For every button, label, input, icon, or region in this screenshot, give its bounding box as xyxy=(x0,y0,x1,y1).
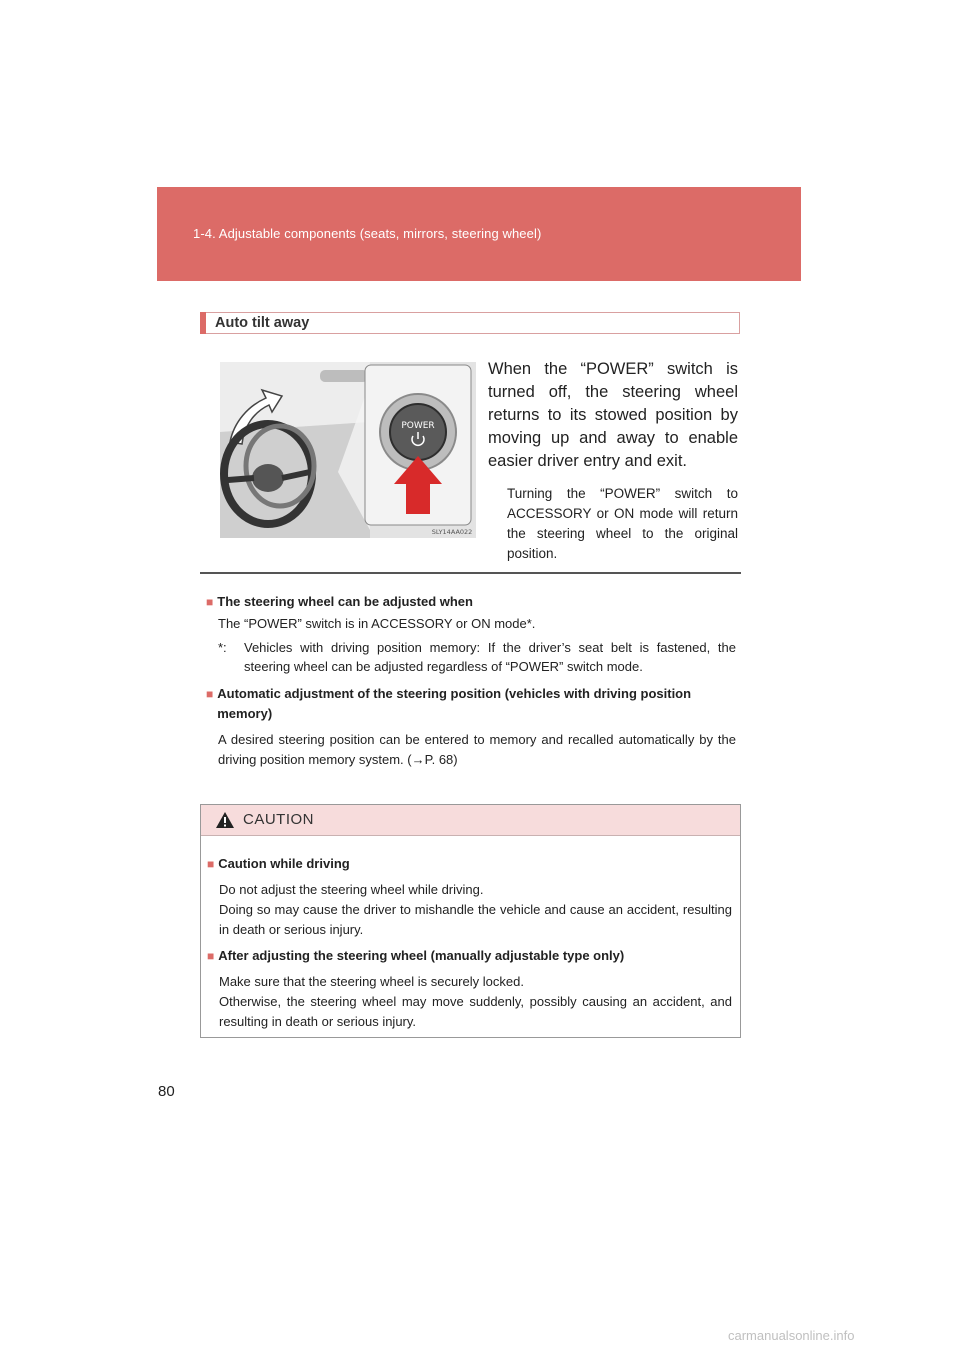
bullet-square-icon: ■ xyxy=(206,595,214,609)
power-button-label: POWER xyxy=(401,421,435,431)
image-code: SLY14AA022 xyxy=(431,528,473,536)
bullet-square-icon: ■ xyxy=(207,949,215,963)
header-band xyxy=(157,187,801,281)
caution-line: Otherwise, the steering wheel may move suddenly, possibly causing an accident, and resulting in death or serious injury. xyxy=(219,994,732,1029)
caution-line: Make sure that the steering wheel is securely locked. xyxy=(219,974,524,989)
caution-box xyxy=(200,804,741,1038)
caution-heading-text: After adjusting the steering wheel (manually adjustable type only) xyxy=(218,948,625,963)
caution-heading-text: Caution while driving xyxy=(218,856,350,871)
footnote xyxy=(218,638,736,676)
footnote-text: Vehicles with driving position memory: If the driver’s seat belt is fastened, the steering wheel can be adjusted regardless of “POWER” switch mode. xyxy=(244,640,736,674)
caution-label: CAUTION xyxy=(243,811,314,828)
bullet-square-icon: ■ xyxy=(207,857,215,871)
note-heading xyxy=(206,684,736,724)
caution-content xyxy=(201,836,740,1032)
warning-triangle-icon xyxy=(215,811,235,829)
footnote-mark: *: xyxy=(218,640,227,655)
page-number: 80 xyxy=(158,1083,175,1100)
note-heading xyxy=(206,592,736,612)
caution-header xyxy=(201,805,740,836)
caution-line: Doing so may cause the driver to mishandle the vehicle and cause an accident, resulting in death or serious injury. xyxy=(219,902,732,937)
title-accent xyxy=(200,312,206,334)
note-body: The “POWER” switch is in ACCESSORY or ON mode*. xyxy=(218,616,536,631)
section-title-bar xyxy=(200,312,740,334)
steering-wheel-illustration xyxy=(220,362,476,538)
note-body: A desired steering position can be entered to memory and recalled automatically by the driving position memory system. (→P. 68) xyxy=(218,732,736,767)
illustration-svg xyxy=(220,362,476,538)
note-heading-text: Automatic adjustment of the steering position (vehicles with driving position memory) xyxy=(217,686,692,721)
watermark: carmanualsonline.info xyxy=(728,1328,855,1343)
section-title: Auto tilt away xyxy=(215,315,310,331)
caution-heading xyxy=(207,854,732,874)
bullet-square-icon: ■ xyxy=(206,687,214,701)
sub-description: Turning the “POWER” switch to ACCESSORY or ON mode will return the steering wheel to the original position. xyxy=(507,486,738,561)
main-description: When the “POWER” switch is turned off, the steering wheel returns to its stowed position by moving up and away to enable easier driver entry and exit. xyxy=(488,360,738,470)
note-heading-text: The steering wheel can be adjusted when xyxy=(217,594,473,609)
caution-heading xyxy=(207,946,732,966)
caution-line: Do not adjust the steering wheel while driving. xyxy=(219,882,484,897)
notes-section xyxy=(206,592,736,770)
section-header-label: 1-4. Adjustable components (seats, mirrors, steering wheel) xyxy=(193,226,542,241)
section-divider xyxy=(200,572,741,574)
